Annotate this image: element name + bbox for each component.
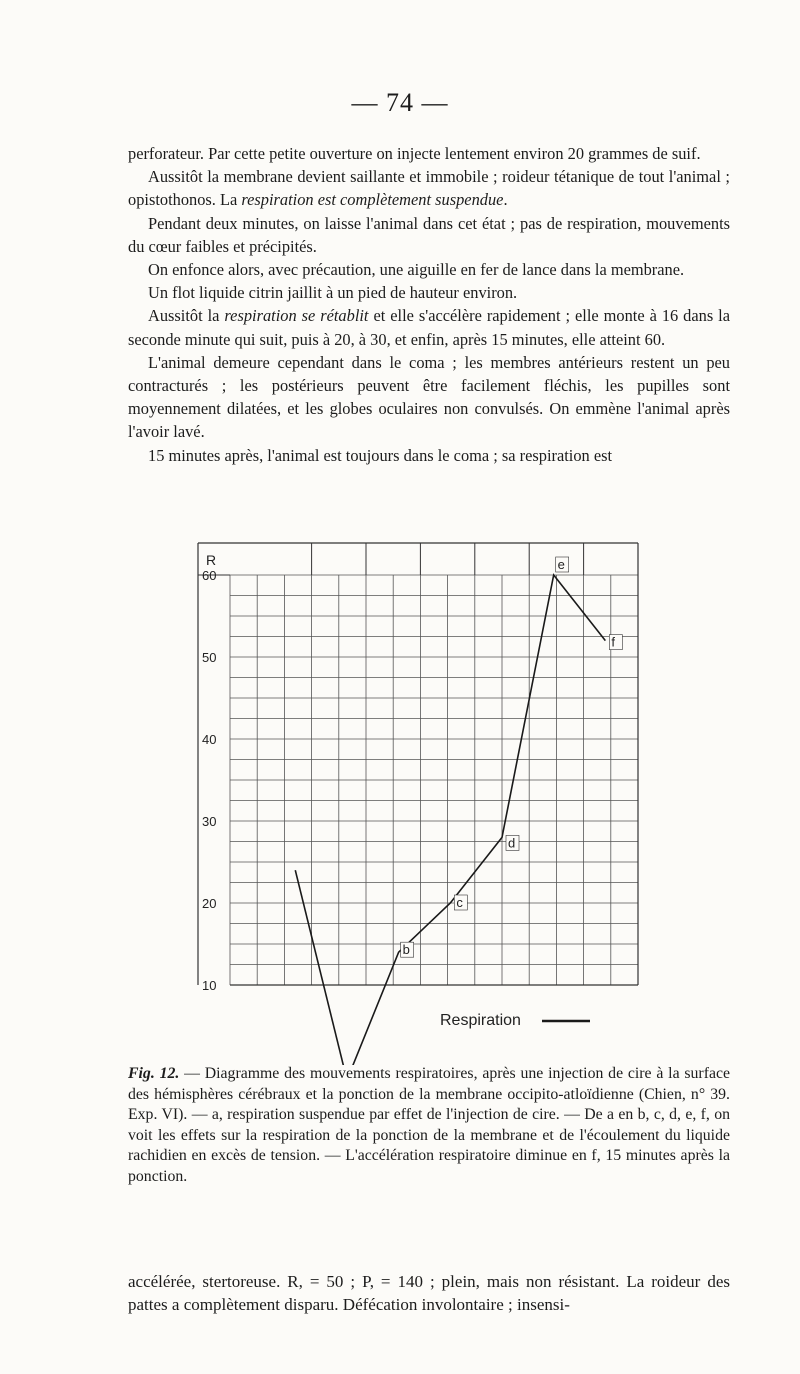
y-tick-label: 40	[202, 732, 217, 747]
y-tick-label: 60	[202, 568, 217, 583]
paragraph: perforateur. Par cette petite ouverture on injecte lentement environ 20 grammes de suif.	[128, 144, 701, 163]
page-number: — 74 —	[351, 88, 449, 117]
point-label-d: d	[508, 835, 516, 851]
point-label-c: c	[456, 895, 463, 910]
figure-label: Fig. 12.	[128, 1065, 180, 1082]
paragraph: Aussitôt la respiration se rétablit et elle s'accélère rapidement ; elle monte à 16 dans la seconde minute qui suit, puis à 20, à 30, et enfin, après 15 minutes, elle atteint 60.	[128, 306, 731, 349]
caption-text: — Diagramme des mouvements respiratoires, après une injection de cire à la surface des hémisphères cérébraux et la ponction de la membrane occipito-atloïdienne (Chien, n° 39. Exp. VI). — a, respiration suspendue par effet de l'injection de cire. — De a en b, c, d, e, f, on voit les effets sur la respiration de la ponction de la membrane et de l'écoulement du liquide rachidien en excès de tension. — L'accélération respiratoire diminue en f, 15 minutes après la ponction.	[128, 1065, 730, 1185]
legend-label: Respiration	[440, 1012, 521, 1029]
axis-title: R	[206, 552, 217, 568]
y-tick-label: 20	[202, 896, 217, 911]
paragraph: 15 minutes après, l'animal est toujours dans le coma ; sa respiration est	[148, 445, 613, 465]
paragraph: L'animal demeure cependant dans le coma ; les membres antérieurs restent un peu contracturés ; les postérieurs peuvent être facilement fléchis, les pupilles sont moyennement dilatées, et les globes oculaires non convulsés. On emmène l'animal après l'avoir lavé.	[128, 352, 730, 442]
respiration-chart-svg	[180, 535, 660, 1065]
respiration-diagram	[180, 535, 660, 1065]
paragraph: On enfonce alors, avec précaution, une aiguille en fer de lance dans la membrane.	[148, 260, 685, 280]
body-text-bottom: accélérée, stertoreuse. R, = 50 ; P, = 140 ; plein, mais non résistant. La roideur des pattes a complètement disparu. Défécation involontaire ; insensi-	[128, 1272, 730, 1314]
figure-caption	[128, 1064, 730, 1188]
body-text-top	[128, 142, 730, 467]
paragraph: Aussitôt la membrane devient saillante et immobile ; roideur tétanique de tout l'animal ; opistothonos. La respiration est complètement suspendue.	[128, 167, 730, 210]
emphasis: respiration est complètement suspendue	[241, 190, 504, 210]
point-label-e: e	[557, 557, 565, 572]
emphasis: respiration se rétablit	[224, 306, 369, 326]
respiration-series-line	[347, 575, 605, 1065]
point-label-f: f	[611, 634, 615, 650]
paragraph: Pendant deux minutes, on laisse l'animal dans cet état ; pas de respiration, mouvements du cœur faibles et précipités.	[128, 213, 730, 256]
y-tick-label: 30	[202, 814, 217, 829]
point-label-b: b	[402, 942, 410, 958]
paragraph: Un flot liquide citrin jaillit à un pied de hauteur environ.	[148, 283, 518, 303]
respiration-series-line	[295, 870, 347, 1065]
y-tick-label: 50	[202, 650, 217, 665]
y-tick-label: 10	[202, 978, 217, 993]
